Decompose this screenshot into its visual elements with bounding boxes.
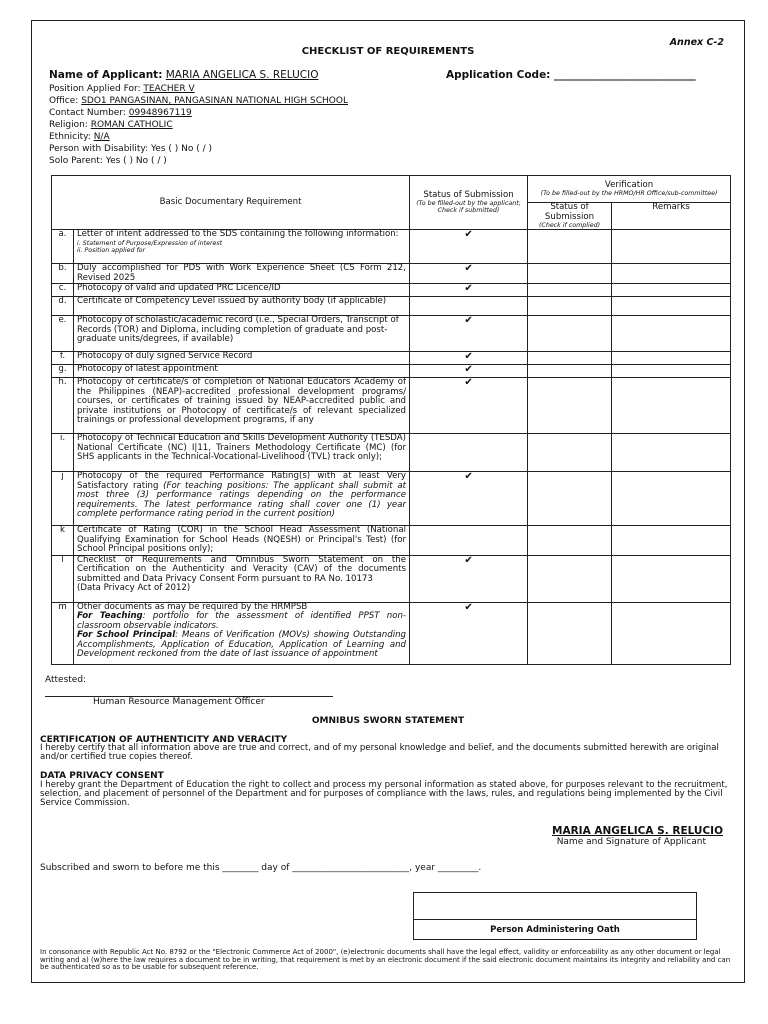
oath-label: Person Administering Oath — [490, 925, 620, 935]
row-text: Photocopy of duly signed Service Record — [74, 352, 410, 365]
data-privacy-text: I hereby grant the Department of Education the right to collect and process my personal information as stated above, for purposes relevant to the recruitment, selection, and placement of personnel of the Department and for purposes of compliance with the laws, rules, and regulations being implemented by the Civil Service Commission. — [40, 780, 728, 808]
table-row — [52, 264, 731, 284]
ver-cell — [528, 555, 612, 602]
row-letter: b. — [52, 264, 74, 284]
row-text: Certificate of Rating (COR) in the School Head Assessment (National Qualifying Examination for School Heads (NQESH) or Principal's Test) (for School Principal positions only); — [74, 526, 410, 556]
teaching-label: For Teaching — [77, 611, 143, 621]
basic-requirement-header: Basic Documentary Requirement — [52, 176, 410, 230]
hrmo-label: Human Resource Management Officer — [93, 697, 265, 707]
office-row — [49, 96, 348, 106]
row-check: ✔ — [410, 365, 528, 378]
document-page — [31, 20, 745, 983]
table-row — [52, 472, 731, 526]
ver-status-note: (Check if complied) — [538, 222, 601, 229]
row-check: ✔ — [410, 284, 528, 297]
row-text-2: (Data Privacy Act of 2012) — [77, 583, 191, 593]
table-row — [52, 526, 731, 556]
ver-status-header-cell — [528, 203, 612, 230]
remarks-cell — [612, 472, 731, 526]
omnibus-title: OMNIBUS SWORN STATEMENT — [311, 716, 465, 726]
table-row — [52, 365, 731, 378]
row-letter: j — [52, 472, 74, 526]
ver-cell — [528, 297, 612, 316]
row-letter: l — [52, 555, 74, 602]
data-privacy-title: DATA PRIVACY CONSENT — [40, 771, 164, 781]
solo-parent-row: Solo Parent: Yes ( ) No ( / ) — [49, 156, 167, 166]
row-letter: c. — [52, 284, 74, 297]
remarks-cell — [612, 230, 731, 264]
table-row — [52, 352, 731, 365]
table-row — [52, 284, 731, 297]
remarks-cell — [612, 555, 731, 602]
table-row — [52, 555, 731, 602]
attested-label: Attested: — [45, 675, 87, 685]
remarks-cell — [612, 378, 731, 434]
signature-label: Name and Signature of Applicant — [556, 837, 706, 847]
row-letter: d. — [52, 297, 74, 316]
ver-cell — [528, 316, 612, 352]
cav-text: I hereby certify that all information above are true and correct, and of my personal knowledge and belief, and the documents submitted herewith are original and/or certified true copies thereof. — [40, 743, 719, 762]
table-row — [52, 316, 731, 352]
applicant-name: MARIA ANGELICA S. RELUCIO — [165, 69, 319, 81]
ver-cell — [528, 352, 612, 365]
row-letter: f. — [52, 352, 74, 365]
contact-row — [49, 108, 192, 118]
verification-header: Verification — [604, 179, 654, 190]
status-header: Status of Submission — [423, 189, 514, 200]
oath-signature-line — [414, 919, 696, 920]
row-text: Photocopy of valid and updated PRC Licence/ID — [74, 284, 410, 297]
remarks-cell — [612, 264, 731, 284]
ethnicity-row — [49, 132, 110, 142]
ver-cell — [528, 378, 612, 434]
ver-status-header: Status of Submission — [544, 202, 595, 222]
name-label: Name of Applicant: — [49, 69, 163, 81]
annex-label: Annex C-2 — [669, 37, 724, 48]
requirements-table — [51, 175, 731, 665]
page-title: CHECKLIST OF REQUIREMENTS — [301, 46, 475, 57]
remarks-cell — [612, 352, 731, 365]
ver-cell — [528, 230, 612, 264]
row-check: ✔ — [410, 264, 528, 284]
row-check: ✔ — [410, 472, 528, 526]
row-text: Checklist of Requirements and Omnibus Sworn Statement on the Certification on the Authenticity and Veracity (CAV) of the documents submitted and Data Privacy Consent Form pursuant to RA No. 10173 — [77, 554, 407, 584]
row-letter: h. — [52, 378, 74, 434]
table-row — [52, 230, 731, 264]
row-sub-1: i. Statement of Purpose/Expression of interest — [77, 239, 223, 247]
row-check — [410, 297, 528, 316]
row-letter: g. — [52, 365, 74, 378]
subscribed-line: Subscribed and sworn to before me this ________ day of __________________________, year _________. — [40, 863, 482, 873]
ver-cell — [528, 526, 612, 556]
signature-name: MARIA ANGELICA S. RELUCIO — [552, 825, 723, 837]
row-check: ✔ — [410, 230, 528, 264]
ethnicity-label: Ethnicity: — [49, 132, 91, 142]
verification-note: (To be filled-out by the HRMO/HR Office/sub-committee) — [540, 190, 718, 198]
remarks-cell — [612, 297, 731, 316]
principal-text: : Means of Verification (MOVs) showing Outstanding Accomplishments, Application of Education, Application of Learning and Development reckoned from the date of last issuance of appointment — [77, 630, 407, 659]
religion-label: Religion: — [49, 120, 88, 130]
row-letter: m — [52, 602, 74, 664]
applicant-name-row — [49, 69, 318, 81]
row-text: Photocopy of scholastic/academic record (i.e., Special Orders, Transcript of Records (TOR) and Diploma, including completion of graduate and post-graduate units/degrees, if available) — [74, 316, 410, 352]
remarks-cell — [612, 316, 731, 352]
row-check: ✔ — [410, 555, 528, 602]
row-description — [74, 472, 410, 526]
office-label: Office: — [49, 96, 79, 106]
table-row — [52, 378, 731, 434]
remarks-cell — [612, 526, 731, 556]
principal-label: For School Principal — [77, 630, 176, 640]
row-check: ✔ — [410, 352, 528, 365]
row-description — [74, 602, 410, 664]
status-note-2: Check if submitted) — [437, 207, 500, 215]
row-check — [410, 434, 528, 472]
ver-cell — [528, 434, 612, 472]
row-italic-note: (For teaching positions: The applicant shall submit at most three (3) performance ratings depending on the performance requirements. The latest performance rating shall cover one — [77, 480, 407, 510]
ver-cell — [528, 284, 612, 297]
row-text: Letter of intent addressed to the SDS containing the following information: — [77, 229, 399, 239]
ver-cell — [528, 472, 612, 526]
row-description — [74, 555, 410, 602]
application-code: Application Code: ___________________________ — [446, 69, 696, 81]
ethnicity-value: N/A — [93, 132, 110, 142]
cav-title: CERTIFICATION OF AUTHENTICITY AND VERACITY — [40, 735, 288, 745]
office-value: SDO1 PANGASINAN, PANGASINAN NATIONAL HIGH SCHOOL — [81, 96, 348, 106]
position-value: TEACHER V — [143, 84, 195, 94]
table-row — [52, 297, 731, 316]
ver-cell — [528, 602, 612, 664]
row-italic-note-2: (1) year complete performance rating period in the current position) — [77, 499, 407, 519]
row-text: Other documents as may be required by the HRMPSB — [77, 601, 308, 612]
row-sub-2: ii. Position applied for — [77, 246, 146, 254]
row-letter: a. — [52, 230, 74, 264]
remarks-cell — [612, 602, 731, 664]
religion-value: ROMAN CATHOLIC — [90, 120, 173, 130]
table-row — [52, 434, 731, 472]
row-text: Certificate of Competency Level issued by authority body (if applicable) — [74, 297, 410, 316]
row-check: ✔ — [410, 316, 528, 352]
ver-cell — [528, 365, 612, 378]
position-row — [49, 84, 195, 94]
row-check — [410, 526, 528, 556]
contact-value: 09948967119 — [128, 108, 192, 118]
teaching-text: : portfolio for the assessment of identified PPST non-classroom observable indicators. — [77, 611, 407, 631]
row-letter: e. — [52, 316, 74, 352]
remarks-cell — [612, 284, 731, 297]
status-header-cell — [410, 176, 528, 230]
row-text: Photocopy of the required Performance Rating(s) with at least Very Satisfactory rating — [77, 471, 407, 491]
pwd-row: Person with Disability: Yes ( ) No ( / ) — [49, 144, 213, 154]
row-text: Photocopy of Technical Education and Skills Development Authority (TESDA) National Certificate (NC) I|11, Trainers Methodology Certificate (MC) (for SHS applicants in the Technical-Vocational-Livelihood (TVL) track only); — [74, 434, 410, 472]
oath-box — [413, 892, 697, 940]
row-check: ✔ — [410, 378, 528, 434]
remarks-cell — [612, 434, 731, 472]
position-label: Position Applied For: — [49, 84, 141, 94]
status-note-1: (To be filled-out by the applicant; — [416, 200, 521, 208]
footer-note: In consonance with Republic Act No. 8792 or the "Electronic Commerce Act of 2000", (e)electronic documents shall have the legal effect, validity or enforceability as any other document or legal writing and a) (w)here the law requires a document to be in writing, that requirement is met by an electronic document if the said electronic document maintains its integrity and reliability and can be authenticated so as to be usable for subsequent reference. — [40, 948, 731, 971]
row-check: ✔ — [410, 602, 528, 664]
table-row — [52, 602, 731, 664]
row-letter: k — [52, 526, 74, 556]
religion-row — [49, 120, 173, 130]
contact-label: Contact Number: — [49, 108, 126, 118]
verification-header-cell — [528, 176, 731, 203]
remarks-cell — [612, 365, 731, 378]
row-description — [74, 230, 410, 264]
row-text: Duly accomplished for PDS with Work Experience Sheet (CS Form 212, Revised 2025 — [74, 264, 410, 284]
remarks-header: Remarks — [612, 203, 731, 230]
ver-cell — [528, 264, 612, 284]
row-text: Photocopy of certificate/s of completion of National Educators Academy of the Philippines (NEAP)-accredited professional development programs/ courses, or certificates of training issued by NEAP-accredited public and private institutions or Photocopy of certificate/s of relevant specialized trainings or professional development programs, if any — [74, 378, 410, 434]
row-letter: i. — [52, 434, 74, 472]
row-text: Photocopy of latest appointment — [74, 365, 410, 378]
